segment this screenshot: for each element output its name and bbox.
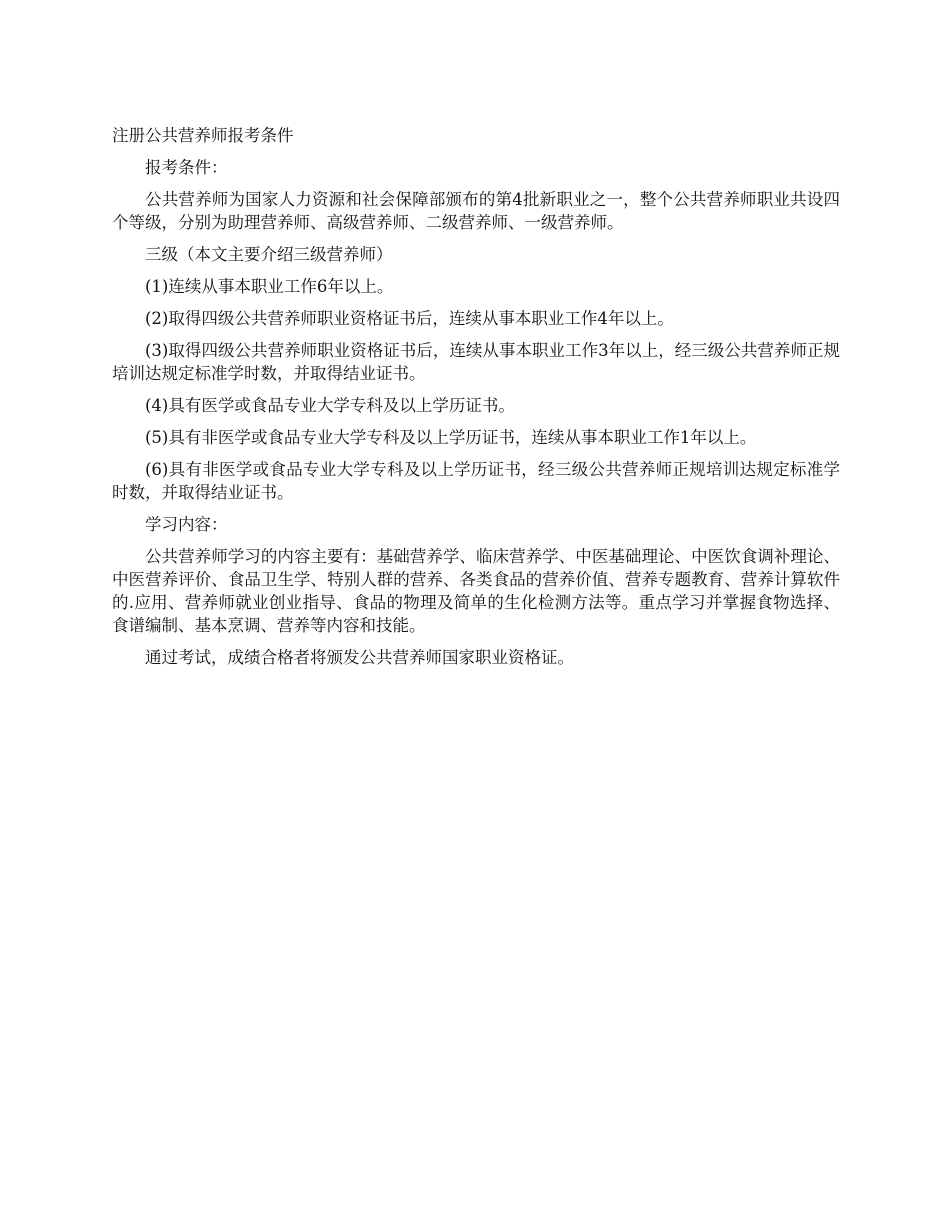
- paragraph-exam-conditions-heading: 报考条件：: [145, 158, 228, 177]
- document-title: 注册公共营养师报考条件: [112, 126, 294, 145]
- document-body: [112, 124, 840, 678]
- paragraph-condition-2: (2)取得四级公共营养师职业资格证书后，连续从事本职业工作4年以上。: [145, 309, 674, 328]
- paragraph-condition-4: (4)具有医学或食品专业大学专科及以上学历证书。: [145, 396, 515, 415]
- paragraph-study-content-heading: 学习内容：: [145, 515, 228, 534]
- paragraph-condition-3: (3)取得四级公共营养师职业资格证书后，连续从事本职业工作3年以上，经三级公共营养师正规培训达规定标准学时数，并取得结业证书。: [112, 341, 840, 383]
- paragraph-study-content: 公共营养师学习的内容主要有：基础营养学、临床营养学、中医基础理论、中医饮食调补理论、中医营养评价、食品卫生学、特别人群的营养、各类食品的营养价值、营养专题教育、营养计算软件的.应用、营养师就业创业指导、食品的物理及简单的生化检测方法等。重点学习并掌握食物选择、食谱编制、基本烹调、营养等内容和技能。: [112, 547, 840, 635]
- paragraph-intro: 公共营养师为国家人力资源和社会保障部颁布的第4批新职业之一，整个公共营养师职业共设四个等级，分别为助理营养师、高级营养师、二级营养师、一级营养师。: [112, 190, 840, 232]
- paragraph-condition-6: (6)具有非医学或食品专业大学专科及以上学历证书，经三级公共营养师正规培训达规定标准学时数，并取得结业证书。: [112, 460, 840, 502]
- paragraph-certification: 通过考试，成绩合格者将颁发公共营养师国家职业资格证。: [145, 648, 574, 667]
- paragraph-condition-1: (1)连续从事本职业工作6年以上。: [145, 277, 394, 296]
- paragraph-level-three-heading: 三级（本文主要介绍三级营养师）: [145, 245, 393, 264]
- paragraph-condition-5: (5)具有非医学或食品专业大学专科及以上学历证书，连续从事本职业工作1年以上。: [145, 428, 757, 447]
